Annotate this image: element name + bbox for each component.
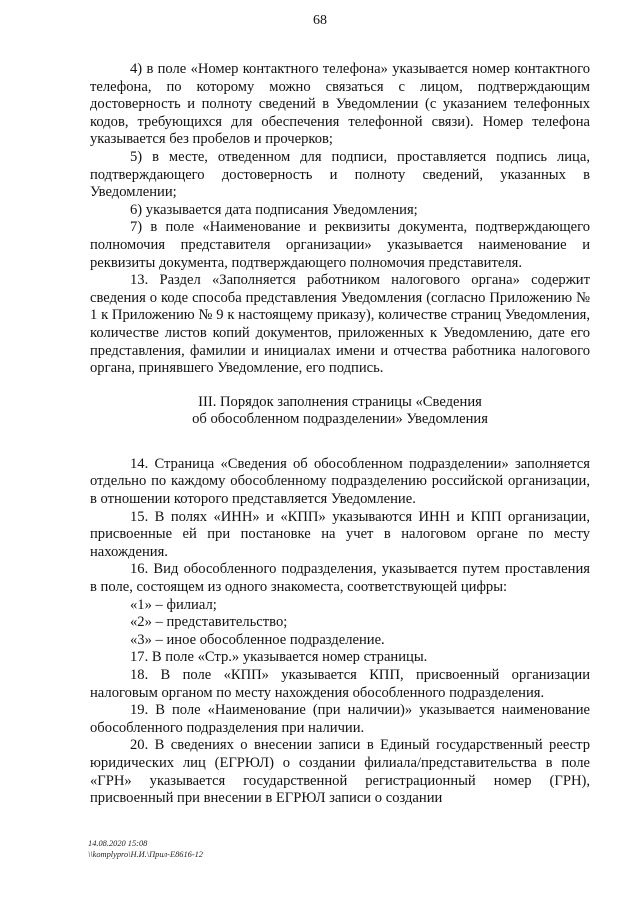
paragraph: 4) в поле «Номер контактного телефона» указывается номер контактного телефона, по которому можно связаться с лицом, подтверждающим достоверность и полноту сведений в Уведомлении (с указанием телефонных кодов, требующихся для обеспечения телефонной связи). Номер телефона указывается без пробелов и прочерков; xyxy=(90,61,590,148)
paragraph: 20. В сведениях о внесении записи в Единый государственный реестр юридических лиц (ЕГРЮЛ) о создании филиала/представительства в поле «ГРН» указывается государственной регистрационный номер (ГРН), присвоенный при внесении в ЕГРЮЛ записи о создании xyxy=(90,737,590,807)
list-item: «3» – иное обособленное подразделение. xyxy=(130,631,385,648)
paragraph: 17. В поле «Стр.» указывается номер страницы. xyxy=(130,649,428,666)
section-heading-line-2: об обособленном подразделении» Уведомления xyxy=(192,411,488,428)
paragraph: 18. В поле «КПП» указывается КПП, присвоенный организации налоговым органом по месту нахождения обособленного подразделения. xyxy=(90,667,590,701)
section-heading xyxy=(90,394,590,429)
page-number: 68 xyxy=(313,13,327,28)
footer-timestamp: 14.08.2020 15:08 xyxy=(88,839,148,848)
paragraph: 16. Вид обособленного подразделения, указывается путем проставления в поле, состоящем из одного знакоместа, соответствующей цифры: xyxy=(90,561,590,596)
paragraph: 7) в поле «Наименование и реквизиты документа, подтверждающего полномочия представителя организации» указывается наименование и реквизиты документа, подтверждающего полномочия представителя. xyxy=(90,219,590,271)
section-heading-line-1: III. Порядок заполнения страницы «Сведения xyxy=(198,393,482,410)
paragraph: 6) указывается дата подписания Уведомления; xyxy=(130,201,418,218)
paragraph: 14. Страница «Сведения об обособленном подразделении» заполняется отдельно по каждому обособленному подразделению российской организации, в отношении которого представляется Уведомление. xyxy=(90,455,590,508)
footer-file-path: \\komplypro\Н.И.\Прил-Е8616-12 xyxy=(88,850,203,859)
paragraph: 5) в месте, отведенном для подписи, проставляется подпись лица, подтверждающего достоверность и полноту сведений, указанных в Уведомлении; xyxy=(90,148,590,201)
document-footer xyxy=(88,838,203,860)
paragraph: 19. В поле «Наименование (при наличии)» указывается наименование обособленного подразделения при наличии. xyxy=(90,702,590,736)
list-item: «2» – представительство; xyxy=(130,614,288,631)
list-item: «1» – филиал; xyxy=(130,596,217,613)
document-body xyxy=(90,61,590,808)
paragraph: 13. Раздел «Заполняется работником налогового органа» содержит сведения о коде способа представления Уведомления (согласно Приложению № 1 к Приложению № 9 к настоящему приказу), количестве страниц Уведомления, количестве листов копий документов, приложенных к Уведомлению, дате его представления, фамилии и инициалах имени и отчества работника налогового органа, принявшего Уведомление, его подпись. xyxy=(90,272,590,377)
paragraph: 15. В полях «ИНН» и «КПП» указываются ИНН и КПП организации, присвоенные ей при постановке на учет в налоговом органе по месту нахождения. xyxy=(90,508,590,560)
